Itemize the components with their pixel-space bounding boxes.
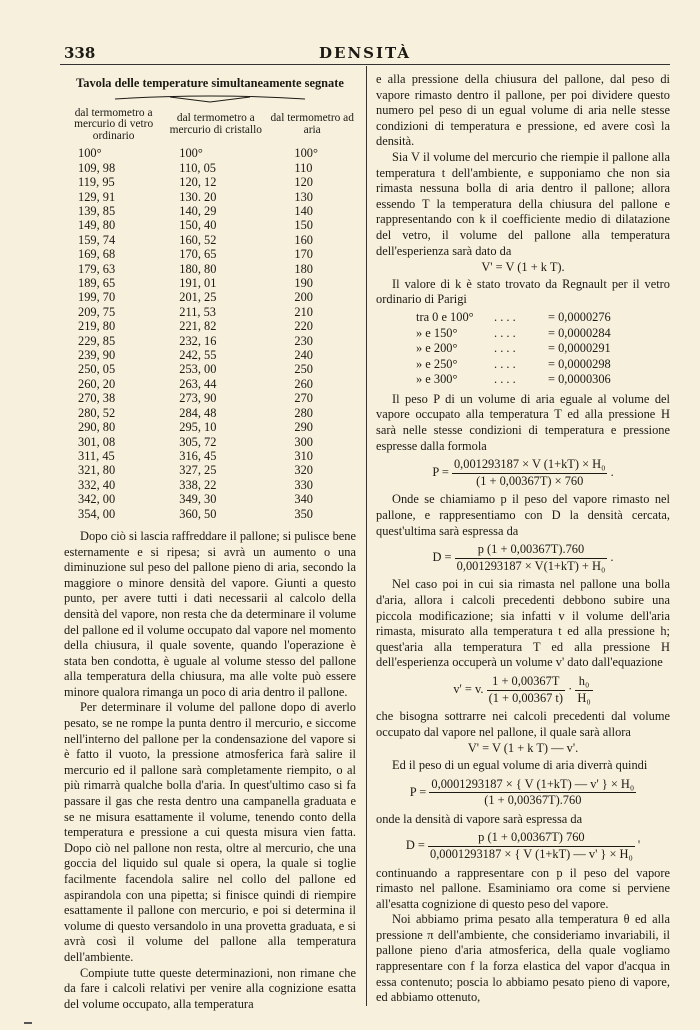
table-row: [64, 204, 356, 218]
table-row: [64, 262, 356, 276]
formula-denominator: 0,0001293187 × { V (1+kT) — v' } × H₀: [430, 846, 633, 861]
formula-end: ': [637, 838, 641, 853]
crystal-thermometer-cell: 160, 52: [179, 232, 217, 247]
glass-thermometer-cell: 321, 80: [78, 463, 116, 478]
table-row: [64, 478, 356, 492]
glass-thermometer-cell: 280, 52: [78, 405, 116, 420]
formula-numerator: 1 + 0,00367T: [487, 674, 565, 691]
right-column: [376, 72, 670, 1006]
air-thermometer-cell: 100°: [294, 146, 318, 161]
crystal-thermometer-cell: 110, 05: [179, 160, 216, 175]
air-thermometer-cell: 330: [294, 477, 313, 492]
right-paragraph-7: che bisogna sottrarre nei calcoli precedenti dal volume occupato dal vapore nel pallone, il quale sarà allora: [376, 709, 670, 739]
air-thermometer-cell: 350: [294, 506, 313, 521]
crystal-thermometer-cell: 295, 10: [179, 420, 217, 435]
table-row: [64, 190, 356, 204]
page-number: 338: [64, 44, 96, 62]
crystal-thermometer-cell: 140, 29: [179, 204, 217, 218]
formula-density: [376, 542, 670, 574]
glass-thermometer-cell: 149, 80: [78, 218, 116, 233]
air-thermometer-cell: 170: [294, 247, 313, 262]
formula-fraction: [428, 830, 635, 862]
air-thermometer-cell: 150: [294, 218, 313, 233]
page-header: [60, 44, 670, 66]
crystal-thermometer-cell: 211, 53: [179, 304, 216, 319]
equation-volume: V' = V (1 + k T).: [481, 260, 565, 275]
crystal-thermometer-cell: 201, 25: [179, 290, 217, 305]
coefficient-value: = 0,0000284: [548, 325, 611, 340]
table-title: Tavola delle temperature simultaneamente segnate: [76, 76, 344, 90]
table-row: [64, 247, 356, 261]
glass-thermometer-cell: 179, 63: [78, 261, 116, 276]
coefficient-leader: . . . .: [494, 309, 516, 324]
formula-denominator: 0,001293187 × V(1+kT) + H₀: [456, 558, 606, 573]
glass-thermometer-cell: 139, 85: [78, 204, 116, 218]
crystal-thermometer-cell: 253, 00: [179, 362, 217, 377]
formula-weight-air-corrected: [376, 777, 670, 809]
coefficient-range: » e 300°: [416, 372, 458, 387]
table-row: [64, 463, 356, 477]
right-paragraph-11: Noi abbiamo prima pesato alla temperatura θ ed alla pressione π dell'ambiente, che consideriamo invariabili, il pallone pieno d'aria atmosferica, della quale vogliamo rappresentare con f la forza elastica del vapor d'acqua in essa contenuto; poscia lo abbiamo pesato pieno di vapore, ed abbiamo ottenuto,: [376, 912, 670, 1005]
crystal-thermometer-cell: 180, 80: [179, 261, 217, 276]
formula-lhs: P =: [432, 465, 449, 480]
formula-lhs: D =: [405, 838, 425, 853]
air-thermometer-cell: 220: [294, 319, 313, 334]
header-rule: [60, 64, 670, 65]
glass-thermometer-cell: 169, 68: [78, 247, 116, 262]
formula-weight-air: [376, 457, 670, 489]
table-row: [64, 233, 356, 247]
crystal-thermometer-cell: 273, 90: [179, 391, 217, 406]
pressure-numerator: h₀: [575, 674, 592, 691]
crystal-thermometer-cell: 327, 25: [179, 463, 217, 478]
right-paragraph-8: Ed il peso di un egual volume di aria diverrà quindi: [392, 757, 648, 772]
table-row: [64, 290, 356, 304]
air-thermometer-cell: 240: [294, 348, 313, 363]
column-divider: [366, 66, 367, 1006]
table-row: [64, 276, 356, 290]
glass-thermometer-cell: 311, 45: [78, 448, 115, 463]
table-row: [64, 435, 356, 449]
table-row: [64, 492, 356, 506]
crystal-thermometer-cell: 316, 45: [179, 448, 217, 463]
coefficient-value: = 0,0000306: [548, 372, 611, 387]
right-paragraph-10: continuando a rappresentare con p il peso del vapore rimasto nel pallone. Esaminiamo ora come si perviene all'esatta cognizione di questo peso del vapore.: [376, 865, 670, 911]
formula-fraction: [429, 777, 636, 809]
table-row: [64, 507, 356, 521]
table-row: [64, 319, 356, 333]
coefficient-range: » e 250°: [416, 356, 458, 371]
footer-mark: [24, 1022, 32, 1024]
header-crystal-thermometer: dal termometro a mercurio di cristallo: [169, 112, 262, 136]
table-row: [64, 334, 356, 348]
formula-lhs: v' = v.: [453, 681, 484, 696]
formula-lhs: D =: [432, 550, 452, 565]
formula-fraction: [487, 674, 565, 706]
air-thermometer-cell: 250: [294, 362, 313, 377]
coefficient-leader: . . . .: [494, 325, 516, 340]
table-row: [64, 420, 356, 434]
air-thermometer-cell: 140: [294, 204, 313, 218]
table-row: [64, 218, 356, 232]
table-header-row: [64, 104, 356, 147]
right-paragraph-3: Il valore di k è stato trovato da Regnault per il vetro ordinario di Parigi: [376, 276, 670, 307]
crystal-thermometer-cell: 100°: [179, 146, 203, 161]
air-thermometer-cell: 190: [294, 276, 313, 291]
crystal-thermometer-cell: 221, 82: [179, 319, 217, 334]
title-ornament: [64, 92, 356, 104]
coefficient-value: = 0,0000298: [548, 356, 611, 371]
formula-denominator: (1 + 0,00367T) × 760: [476, 473, 584, 488]
glass-thermometer-cell: 301, 08: [78, 434, 116, 449]
air-thermometer-cell: 260: [294, 376, 313, 391]
crystal-thermometer-cell: 242, 55: [179, 348, 217, 363]
air-thermometer-cell: 300: [294, 434, 313, 449]
table-row: [64, 146, 356, 160]
table-row: [64, 175, 356, 189]
table-row: [64, 377, 356, 391]
table-body: [64, 146, 356, 521]
formula-density-corrected: [376, 830, 670, 862]
coefficient-value: = 0,0000291: [548, 341, 611, 356]
air-thermometer-cell: 110: [294, 160, 313, 175]
crystal-thermometer-cell: 263, 44: [179, 376, 217, 391]
crystal-thermometer-cell: 150, 40: [179, 218, 217, 233]
air-thermometer-cell: 120: [294, 175, 313, 190]
crystal-thermometer-cell: 284, 48: [179, 405, 217, 420]
header-air-thermometer: dal termometro ad aria: [270, 112, 354, 136]
crystal-thermometer-cell: 191, 01: [179, 276, 217, 291]
glass-thermometer-cell: 159, 74: [78, 232, 116, 247]
equation-corrected-volume: V' = V (1 + k T) — v'.: [467, 741, 579, 756]
air-thermometer-cell: 210: [294, 304, 313, 319]
temperature-table: [64, 104, 356, 521]
glass-thermometer-cell: 219, 80: [78, 319, 116, 334]
glass-thermometer-cell: 332, 40: [78, 477, 116, 492]
right-paragraph-2: Sia V il volume del mercurio che riempie il pallone alla temperatura t dell'ambiente, e supponiamo che non sia rimasta nessuna bolla di aria dentro il pallone; allora essendo T la temperatura della chiusura del pallone e rappresentando con k il coefficiente medio di dilatazione del vetro, il volume del pallone alla temperatura dell'esperienza sarà dato da: [376, 149, 670, 258]
air-thermometer-cell: 320: [294, 463, 313, 478]
air-thermometer-cell: 280: [294, 405, 313, 420]
formula-denominator: (1 + 0,00367T).760: [484, 793, 582, 808]
air-thermometer-cell: 160: [294, 232, 313, 247]
coefficient-range: » e 150°: [416, 325, 458, 340]
coefficient-leader: . . . .: [494, 372, 516, 387]
table-row: [64, 161, 356, 175]
glass-thermometer-cell: 250, 05: [78, 362, 116, 377]
table-row: [64, 348, 356, 362]
table-row: [64, 391, 356, 405]
pressure-denominator: H₀: [577, 690, 591, 705]
glass-thermometer-cell: 100°: [78, 146, 102, 161]
right-paragraph-9: onde la densità di vapore sarà espressa da: [376, 811, 583, 826]
right-paragraph-5: Onde se chiamiamo p il peso del vapore rimasto nel pallone, e rappresentiamo con D la densità cercata, quest'ultima sarà espressa da: [376, 492, 670, 538]
coefficient-row: [416, 357, 670, 373]
formula-bubble-volume: v' = v. $\frac{1 + 0,00367T}{(1 + 0,00367 t)}$ · $\frac{\text{h₀}}{\text{H₀}}$: [453, 673, 591, 705]
glass-thermometer-cell: 209, 75: [78, 304, 116, 319]
header-glass-thermometer: dal termometro a mercurio di vetro ordinario: [74, 106, 154, 142]
crystal-thermometer-cell: 305, 72: [179, 434, 217, 449]
coefficient-row: [416, 372, 670, 388]
glass-thermometer-cell: 290, 80: [78, 420, 116, 435]
air-thermometer-cell: 200: [294, 290, 313, 305]
formula-fraction: [455, 542, 608, 574]
table-row: [64, 406, 356, 420]
crystal-thermometer-cell: 338, 22: [179, 477, 217, 492]
air-thermometer-cell: 180: [294, 261, 313, 276]
crystal-thermometer-cell: 130. 20: [179, 189, 217, 204]
glass-thermometer-cell: 229, 85: [78, 333, 116, 348]
air-thermometer-cell: 270: [294, 391, 313, 406]
formula-fraction: [452, 457, 607, 489]
air-thermometer-cell: 290: [294, 420, 313, 435]
air-thermometer-cell: 340: [294, 492, 313, 507]
glass-thermometer-cell: 199, 70: [78, 290, 116, 305]
table-row: [64, 362, 356, 376]
left-column: [64, 72, 356, 1012]
formula-numerator: 0,001293187 × V (1+kT) × H₀: [452, 457, 607, 474]
coefficient-range: tra 0 e 100°: [416, 309, 474, 324]
formula-end: .: [610, 550, 614, 565]
crystal-thermometer-cell: 360, 50: [179, 506, 217, 521]
coefficient-value: = 0,0000276: [548, 309, 611, 324]
glass-thermometer-cell: 129, 91: [78, 189, 116, 204]
glass-thermometer-cell: 189, 65: [78, 276, 116, 291]
glass-thermometer-cell: 109, 98: [78, 160, 116, 175]
formula-end: .: [610, 465, 614, 480]
left-paragraph-3: Compiute tutte queste determinazioni, non rimane che da fare i calcoli relativi per venire alla cognizione esatta del volume occupato, alla temperatura: [64, 965, 356, 1011]
coefficient-row: [416, 326, 670, 342]
coefficient-row: [416, 341, 670, 357]
formula-lhs: P =: [409, 784, 427, 799]
air-thermometer-cell: 130: [294, 189, 313, 204]
right-paragraph-4: Il peso P di un volume di aria eguale al volume del vapore occupato alla temperatura T ed alla pressione H sarà nelle stesse condizioni di temperatura e pressione espresse dalla formola: [376, 391, 670, 453]
air-thermometer-cell: 310: [294, 448, 313, 463]
coefficient-leader: . . . .: [494, 341, 516, 356]
formula-denominator: (1 + 0,00367 t): [488, 690, 564, 705]
formula-numerator: p (1 + 0,00367T).760: [455, 542, 608, 559]
formula-numerator: p (1 + 0,00367T) 760: [428, 830, 635, 847]
pressure-ratio-fraction: [575, 674, 592, 706]
left-paragraph-1: Dopo ciò si lascia raffreddare il pallone; si pulisce bene esternamente e si ripesa; si avrà un aumento o una diminuzione sul peso del pallone pieno di aria, secondo la maggiore o minore densità del vapore. Giunti a questo punto, per avere tutti i dati necessarii al calcolo della densità del vapore, non resta che da determinare il volume del pallone ed il volume occupato dal vapore nel momento della chiusura, il quale sovente, quando l'operazione è stata ben condotta, è uguale al volume stesso del pallone alla temperatura della chiusura, ma alle volte può essere minore qualora rimanga un poco di aria dentro il pallone.: [64, 528, 356, 699]
crystal-thermometer-cell: 170, 65: [179, 247, 217, 262]
coefficient-range: » e 200°: [416, 341, 458, 356]
coefficient-leader: . . . .: [494, 356, 516, 371]
coefficient-row: [416, 310, 670, 326]
table-row: [64, 305, 356, 319]
running-title: DENSITÀ: [319, 44, 411, 62]
right-paragraph-1: e alla pressione della chiusura del pallone, dal peso di vapore rimasto dentro il pallone, per poi dividere questo numero pel peso di un egual volume di aria nelle stesse condizioni di temperatura e pressione, ed avere così la densità.: [376, 72, 670, 149]
formula-numerator: 0,0001293187 × { V (1+kT) — v' } × H₀: [429, 777, 636, 794]
coefficient-list: [416, 310, 670, 388]
glass-thermometer-cell: 119, 95: [78, 175, 115, 190]
table-row: [64, 449, 356, 463]
right-paragraph-6: Nel caso poi in cui sia rimasta nel pallone una bolla d'aria, allora i calcoli precedenti debbono subire una piccola modificazione; sia infatti v il volume dell'aria rimasta, misurato alla temperatura t ed alla pressione h; quest'aria alla temperatura T ed alla pressione H dell'esperienza occuperà un volume v' dato dall'equazione: [376, 577, 670, 670]
crystal-thermometer-cell: 232, 16: [179, 333, 217, 348]
crystal-thermometer-cell: 120, 12: [179, 175, 217, 190]
glass-thermometer-cell: 239, 90: [78, 348, 116, 363]
crystal-thermometer-cell: 349, 30: [179, 492, 217, 507]
left-paragraph-2: Per determinare il volume del pallone dopo di averlo pesato, se ne rompe la punta dentro il mercurio, e siccome nell'interno del pallone per la condensazione del vapore si è fatto il vuoto, la pressione atmosferica farà salire il mercurio ed il pallone sarà completamente riempito, o al più rimarrà qualche bolla d'aria. In quest'ultimo caso si fa passare il gas che resta dentro una campanella graduata e se ne misura esattamente il volume, tenendo conto della temperatura e pressione a cui questa misura vien fatta. Dopo ciò nel pallone non resta, oltre al mercurio, che una goccia del liquido sul quale si opera, la quale si toglie facilmente facendola salire nel collo del pallone ed aspirandola con una pipetta; si finisce quindi di riempire esattamente il pallone con mercurio, e poi si determina il volume di questo versandolo in una provetta graduata, e si avrà così il volume del pallone alla temperatura dell'ambiente.: [64, 700, 356, 964]
glass-thermometer-cell: 342, 00: [78, 492, 116, 507]
air-thermometer-cell: 230: [294, 333, 313, 348]
glass-thermometer-cell: 354, 00: [78, 506, 116, 521]
glass-thermometer-cell: 270, 38: [78, 391, 116, 406]
glass-thermometer-cell: 260, 20: [78, 376, 116, 391]
